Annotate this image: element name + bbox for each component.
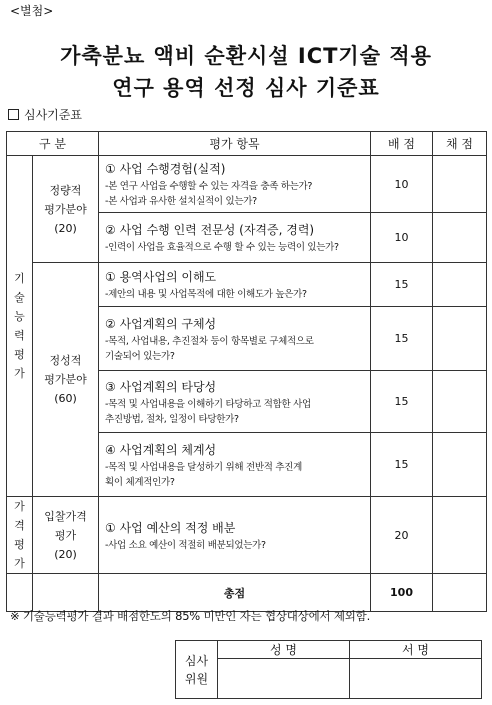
checkbox-icon	[8, 109, 19, 120]
qual-group-points: (60)	[54, 392, 77, 405]
tech-eval-label: 기 술 능 력 평 가	[14, 272, 25, 380]
item-cell	[99, 307, 371, 371]
item-points: 15	[371, 263, 433, 307]
item-points: 10	[371, 213, 433, 263]
item-title: ④ 사업계획의 체계성	[105, 442, 217, 457]
table-row	[7, 156, 487, 213]
item-title: ② 사업계획의 구체성	[105, 316, 217, 331]
item-points: 15	[371, 433, 433, 497]
section-heading	[8, 106, 82, 123]
item-points: 20	[371, 497, 433, 574]
committee-cell	[176, 641, 218, 699]
document-title-line2: 연구 용역 선정 심사 기준표	[112, 76, 380, 100]
header-points: 배 점	[371, 132, 433, 156]
header-items: 평가 항목	[99, 132, 371, 156]
name-header: 성 명	[218, 641, 350, 659]
signature-table	[175, 640, 482, 699]
item-title: ① 용역사업의 이해도	[105, 270, 217, 284]
item-desc: 기술되어 있는가?	[105, 350, 175, 362]
name-input-cell[interactable]	[218, 659, 350, 699]
signature-row	[176, 659, 482, 699]
header-division: 구 분	[7, 132, 99, 156]
item-desc: -목적 및 사업내용을 달성하기 위해 전반적 추진계	[105, 461, 302, 473]
sign-input-cell[interactable]	[350, 659, 482, 699]
table-row	[7, 263, 487, 307]
table-header-row	[7, 132, 487, 156]
committee-label2: 위원	[184, 671, 209, 686]
bid-group-name2: 평가	[54, 528, 77, 542]
document-title-line1: 가축분뇨 액비 순환시설 ICT기술 적용	[60, 44, 432, 68]
item-cell	[99, 156, 371, 213]
item-title: ① 사업 수행경험(실적)	[105, 162, 226, 176]
item-desc: -사업 소요 예산이 적절히 배분되었는가?	[105, 539, 266, 551]
quant-group-name1: 정량적	[49, 183, 82, 197]
price-eval-cell	[7, 497, 33, 574]
score-input-cell[interactable]	[433, 433, 487, 497]
bid-group-points: (20)	[54, 547, 77, 561]
committee-label1: 심사	[184, 653, 209, 668]
empty-cell	[7, 574, 33, 612]
score-input-cell[interactable]	[433, 213, 487, 263]
evaluation-criteria-table	[6, 131, 487, 612]
score-input-cell[interactable]	[433, 307, 487, 371]
item-desc: 획이 체계적인가?	[105, 476, 175, 488]
sign-header: 서 명	[350, 641, 482, 659]
score-input-cell[interactable]	[433, 497, 487, 574]
empty-cell	[33, 574, 99, 612]
item-desc: 추진방법, 절차, 일정이 타당한가?	[105, 413, 239, 425]
table-row	[7, 497, 487, 574]
item-desc: -목적, 사업내용, 추진절차 등이 항목별로 구체적으로	[105, 335, 314, 347]
total-points: 100	[371, 574, 433, 612]
total-row	[7, 574, 487, 612]
header-score: 채 점	[433, 132, 487, 156]
quant-group-name2: 평가분야	[44, 202, 87, 216]
item-cell	[99, 497, 371, 574]
qual-group-name2: 평가분야	[44, 373, 87, 386]
quant-group-cell	[33, 156, 99, 263]
item-points: 15	[371, 307, 433, 371]
score-input-cell[interactable]	[433, 371, 487, 433]
section-label: 심사기준표	[24, 108, 82, 122]
item-desc: -제안의 내용 및 사업목적에 대한 이해도가 높은가?	[105, 289, 307, 300]
bid-group-cell	[33, 497, 99, 574]
attachment-label: <별첨>	[10, 4, 54, 18]
item-cell	[99, 371, 371, 433]
item-cell	[99, 433, 371, 497]
item-points: 10	[371, 156, 433, 213]
tech-eval-cell	[7, 156, 33, 497]
item-title: ② 사업 수행 인력 전문성 (자격증, 경력)	[105, 223, 315, 237]
total-label: 총점	[99, 574, 371, 612]
item-title: ③ 사업계획의 타당성	[105, 379, 217, 394]
item-desc: -인력이 사업을 효율적으로 수행 할 수 있는 능력이 있는가?	[105, 242, 339, 253]
item-desc: -본 사업과 유사한 설치실적이 있는가?	[105, 196, 257, 207]
item-points: 15	[371, 371, 433, 433]
quant-group-points: (20)	[54, 221, 77, 235]
item-desc: -본 연구 사업을 수행할 수 있는 자격을 충족 하는가?	[105, 181, 313, 192]
price-eval-label: 가 격 평 가	[14, 500, 25, 570]
item-title: ① 사업 예산의 적정 배분	[105, 520, 236, 535]
item-cell	[99, 213, 371, 263]
qual-group-name1: 정성적	[49, 354, 82, 367]
total-score-input-cell[interactable]	[433, 574, 487, 612]
qual-group-cell	[33, 263, 99, 497]
exclusion-note: ※ 기술능력평가 결과 배점한도의 85% 미만인 자는 협상대상에서 제외함.	[10, 609, 371, 623]
score-input-cell[interactable]	[433, 156, 487, 213]
score-input-cell[interactable]	[433, 263, 487, 307]
item-cell	[99, 263, 371, 307]
signature-header-row	[176, 641, 482, 659]
item-desc: -목적 및 사업내용을 이해하기 타당하고 적합한 사업	[105, 398, 311, 410]
bid-group-name1: 입찰가격	[44, 509, 87, 523]
